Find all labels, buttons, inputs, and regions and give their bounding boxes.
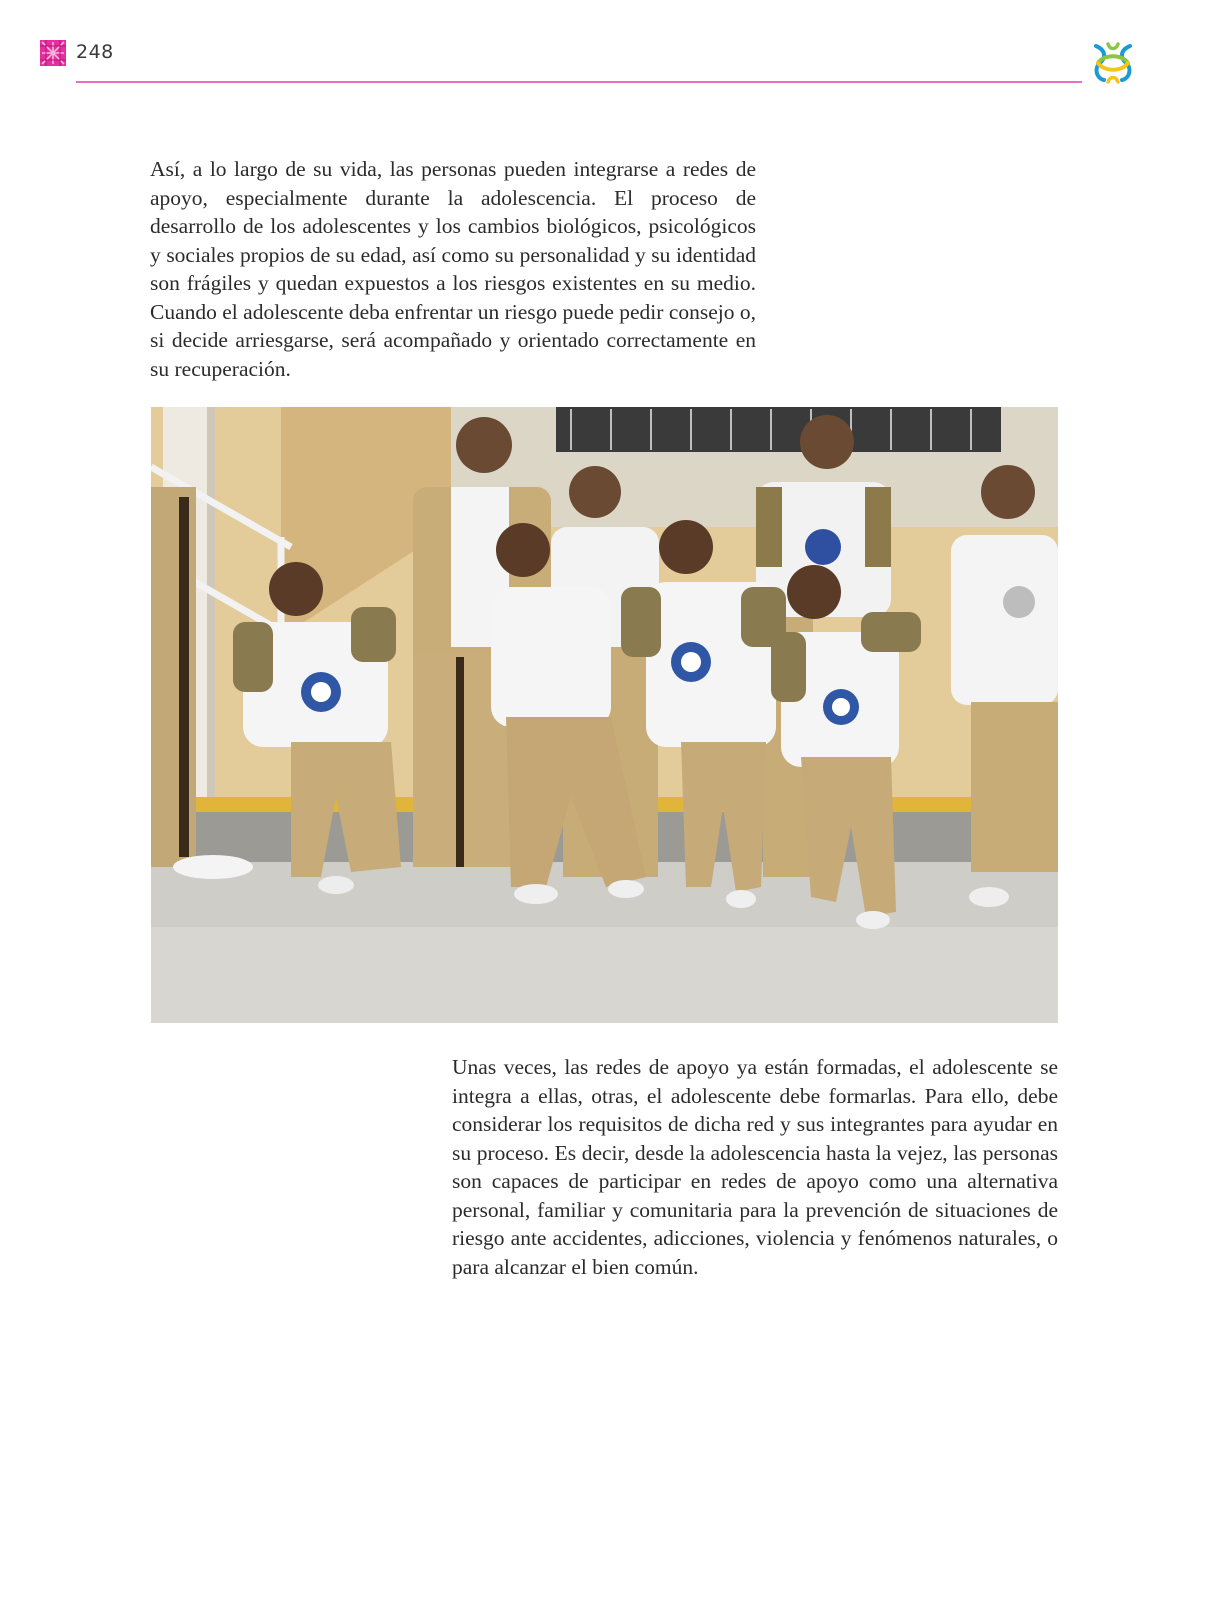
header-rule [76,81,1082,83]
page-number: 248 [76,41,114,63]
colorful-interlaced-logo-icon [1090,40,1136,86]
pink-pattern-square-icon [40,40,66,66]
students-running-photo [151,407,1058,1023]
body-paragraph-1: Así, a lo largo de su vida, las personas pueden integrarse a redes de apoyo, especialmente durante la adolescencia. El proceso de desarrollo de los adolescentes y los cambios biológicos, psicológicos y sociales propios de su edad, así como su personalidad y su identidad son frágiles y quedan expuestos a los riesgos existentes en su medio. Cuando el adolescente deba enfrentar un riesgo puede pedir consejo o, si decide arriesgarse, será acompañado y orientado correctamente en su recuperación. [150,157,756,381]
body-paragraph-2: Unas veces, las redes de apoyo ya están formadas, el adolescente se integra a ellas, otras, el adolescente debe formarlas. Para ello, debe considerar los requisitos de dicha red y sus integrantes para ayudar en su proceso. Es decir, desde la adolescencia hasta la vejez, las personas son capaces de participar en redes de apoyo como una alternativa personal, familiar y comunitaria para la prevención de situaciones de riesgo ante accidentes, adicciones, violencia y fenómenos naturales, o para alcanzar el bien común. [452,1055,1058,1279]
